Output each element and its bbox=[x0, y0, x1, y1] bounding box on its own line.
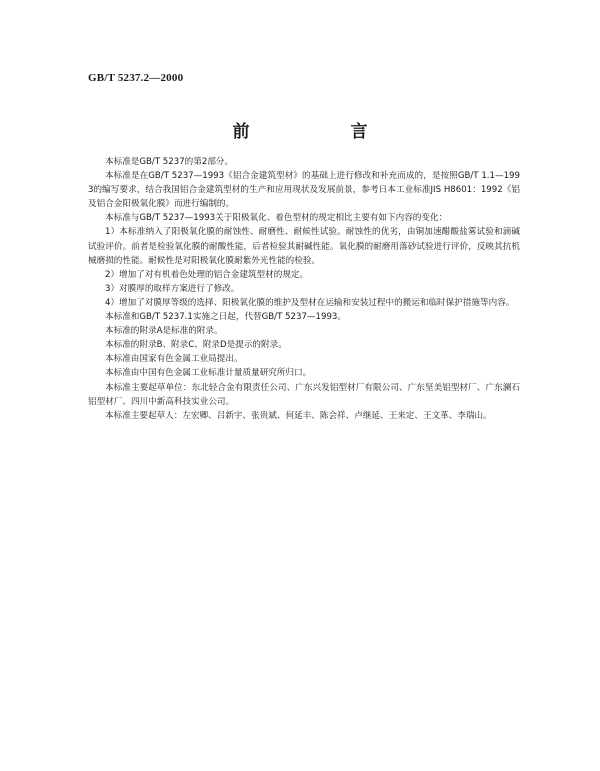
paragraph: 本标准的附录A是标准的附录。 bbox=[105, 326, 223, 337]
paragraph: 本标准主要起草单位：东北轻合金有限责任公司、广东兴发铝型材厂有限公司、广东坚美铝型材厂、广东澜石铝型材厂、四川中新高科技实业公司。 bbox=[88, 382, 520, 407]
paragraph: 本标准由国家有色金属工业局提出。 bbox=[105, 354, 243, 365]
list-item: 2）增加了对有机着色处理的铝合金建筑型材的规定。 bbox=[105, 269, 309, 280]
page-title: 前 言 bbox=[232, 122, 410, 142]
paragraph: 本标准由中国有色金属工业标准计量质量研究所归口。 bbox=[105, 368, 312, 379]
paragraph: 本标准主要起草人：左宏卿、吕新宇、张贵斌、何延丰、陈会祥、卢继延、王来定、王文革、李瑞山。 bbox=[105, 410, 492, 421]
paragraph: 本标准的附录B、附录C、附录D是提示的附录。 bbox=[105, 340, 287, 351]
list-item: 4）增加了对膜厚等级的选择、阳极氧化膜的维护及型材在运输和安装过程中的搬运和临时保护措施等内容。 bbox=[105, 297, 515, 308]
list-item: 3）对膜厚的取样方案进行了修改。 bbox=[105, 283, 240, 294]
paragraph: 本标准是GB/T 5237的第2部分。 bbox=[105, 157, 234, 167]
foreword-body bbox=[88, 155, 520, 423]
list-item: 1）本标准纳入了阳极氧化膜的耐蚀性、耐磨性、耐候性试验。耐蚀性的优劣，由铜加速醋酸盐雾试验和滴碱试验评价。前者是检验氧化膜的耐酸性能，后者检验其耐碱性能。氧化膜的耐磨用落砂试验进行评价，反映其抗机械磨损的性能。耐候性是对阳极氧化膜耐紫外光性能的检验。 bbox=[88, 227, 520, 266]
paragraph: 本标准是在GB/T 5237—1993《铝合金建筑型材》的基础上进行修改和补充而成的，是按照GB/T 1.1—1993的编写要求，结合我国铝合金建筑型材的生产和应用现状及发展前景，参考日本工业标准JIS H8601：1992《铝及铝合金阳极氧化膜》而进行编制的。 bbox=[88, 171, 520, 210]
paragraph: 本标准和GB/T 5237.1实施之日起，代替GB/T 5237—1993。 bbox=[105, 312, 346, 323]
standard-code: GB/T 5237.2—2000 bbox=[88, 72, 184, 84]
paragraph: 本标准与GB/T 5237—1993关于阳极氧化、着色型材的规定相比主要有如下内容的变化： bbox=[105, 213, 448, 224]
